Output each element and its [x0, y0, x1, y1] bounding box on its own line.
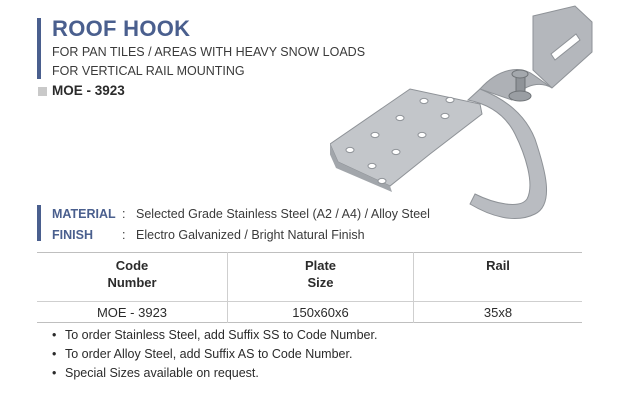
spec-material-label: MATERIAL: [52, 207, 116, 221]
spec-material-separator: :: [122, 207, 126, 221]
ordering-notes: [52, 326, 377, 383]
product-subtitle-1: FOR PAN TILES / AREAS WITH HEAVY SNOW LOADS: [52, 45, 366, 59]
list-item: • Special Sizes available on request.: [52, 364, 377, 383]
code-marker-icon: [38, 87, 47, 96]
cell-plate-size: 150x60x6: [228, 302, 414, 323]
list-item: • To order Stainless Steel, add Suffix SS to Code Number.: [52, 326, 377, 345]
spec-finish-label: FINISH: [52, 228, 93, 242]
header-code-number: Code Number: [107, 258, 157, 290]
cell-rail: 35x8: [414, 302, 583, 323]
header-plate-size: Plate Size: [228, 253, 414, 302]
table-row: [37, 302, 582, 323]
title-accent-bar: [37, 18, 41, 79]
list-item: • To order Alloy Steel, add Suffix AS to Code Number.: [52, 345, 377, 364]
table-header-row: [37, 253, 582, 302]
spec-finish: [52, 228, 365, 242]
spec-table: [37, 252, 582, 323]
header-rail: Rail: [414, 253, 583, 302]
product-code: MOE - 3923: [52, 83, 125, 98]
product-subtitle-2: FOR VERTICAL RAIL MOUNTING: [52, 64, 245, 78]
spec-accent-bar: [37, 205, 41, 241]
spec-finish-separator: :: [122, 228, 126, 242]
product-title: ROOF HOOK: [52, 16, 191, 41]
roof-hook-image-icon: [330, 4, 595, 224]
spec-finish-value: Electro Galvanized / Bright Natural Finish: [136, 228, 365, 242]
spec-material-value: Selected Grade Stainless Steel (A2 / A4) / Alloy Steel: [136, 207, 430, 221]
cell-code-number: MOE - 3923: [96, 304, 168, 320]
spec-material: [52, 207, 430, 221]
